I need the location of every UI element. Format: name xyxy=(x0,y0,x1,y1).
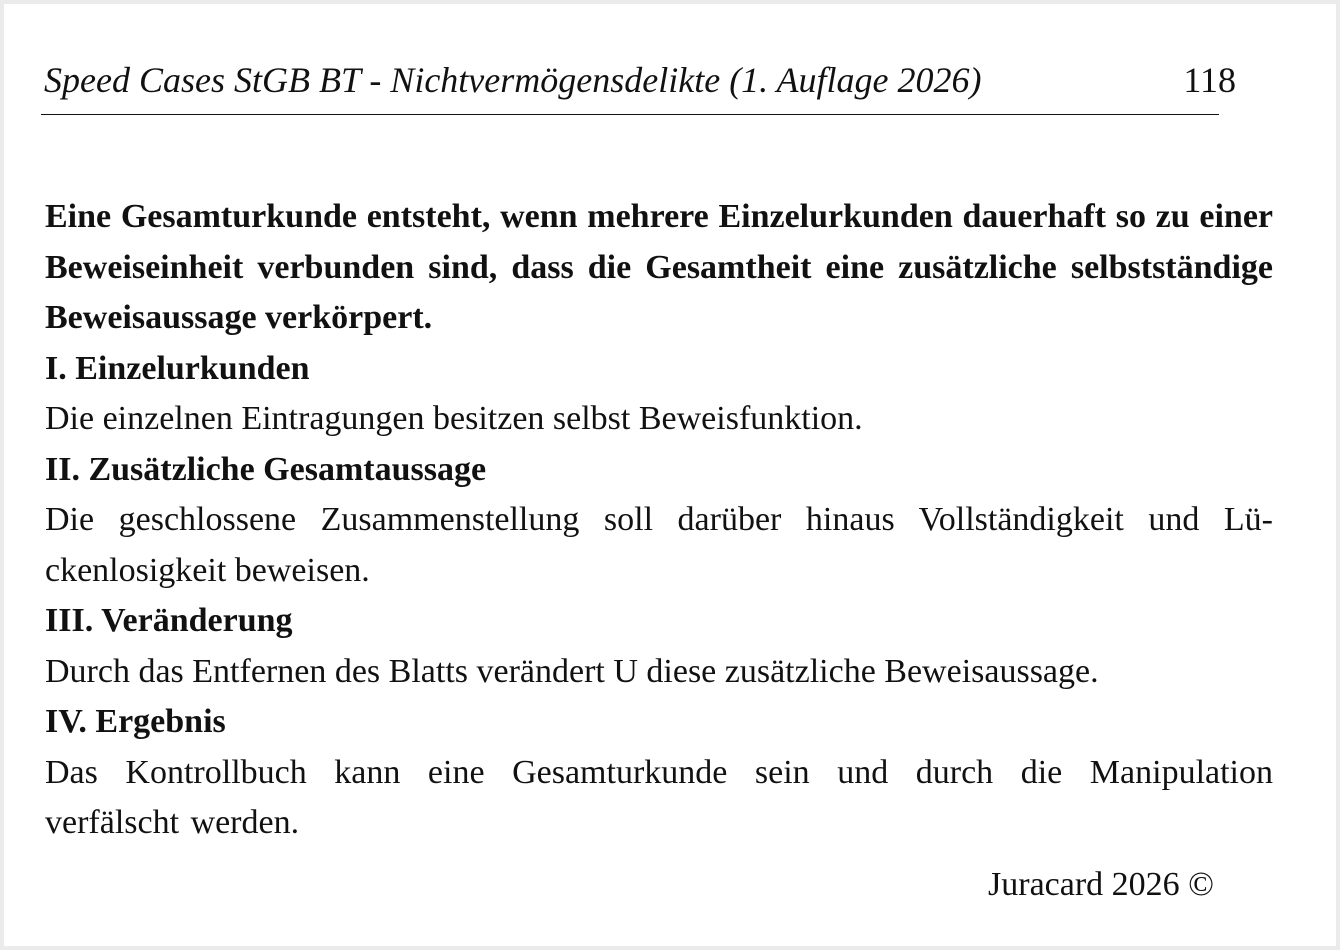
section-text-einzelurkunden: Die einzelnen Eintragungen besitzen selbst Beweisfunktion. xyxy=(45,400,863,437)
section-heading-gesamtaussage: II. Zusätzliche Gesamtaussage xyxy=(45,450,487,488)
section-heading-ergebnis: IV. Ergebnis xyxy=(45,703,226,740)
main-content xyxy=(45,192,1273,849)
copyright-notice: Juracard 2026 © xyxy=(988,866,1214,903)
page-number: 118 xyxy=(1183,60,1236,100)
section-text-ergebnis: Das Kontrollbuch kann eine Gesamturkunde sein und durch die Manipulation verfälscht werden. xyxy=(45,753,1273,841)
header-title: Speed Cases StGB BT - Nichtvermögensdelikte (1. Auflage 2026) xyxy=(44,60,982,100)
section-text-veraenderung: Durch das Entfernen des Blatts verändert U diese zusätzliche Beweisaussage. xyxy=(45,652,1099,690)
header-divider xyxy=(41,114,1219,115)
section-heading-einzelurkunden: I. Einzelurkunden xyxy=(45,349,310,387)
section-heading-veraenderung: III. Veränderung xyxy=(45,602,293,639)
document-page xyxy=(4,4,1336,946)
section-text-gesamtaussage: Die geschlossene Zusammenstellung soll darüber hinaus Vollständigkeit und Lückenlosigkeit beweisen. xyxy=(45,501,1273,589)
lead-definition: Eine Gesamturkunde entsteht, wenn mehrere Einzelurkunden dauerhaft so zu einer Beweiseinheit verbunden sind, dass die Gesamtheit eine zusätzliche selbstständige Beweisaussage verkörpert. xyxy=(45,198,1273,336)
running-header xyxy=(44,56,1236,104)
